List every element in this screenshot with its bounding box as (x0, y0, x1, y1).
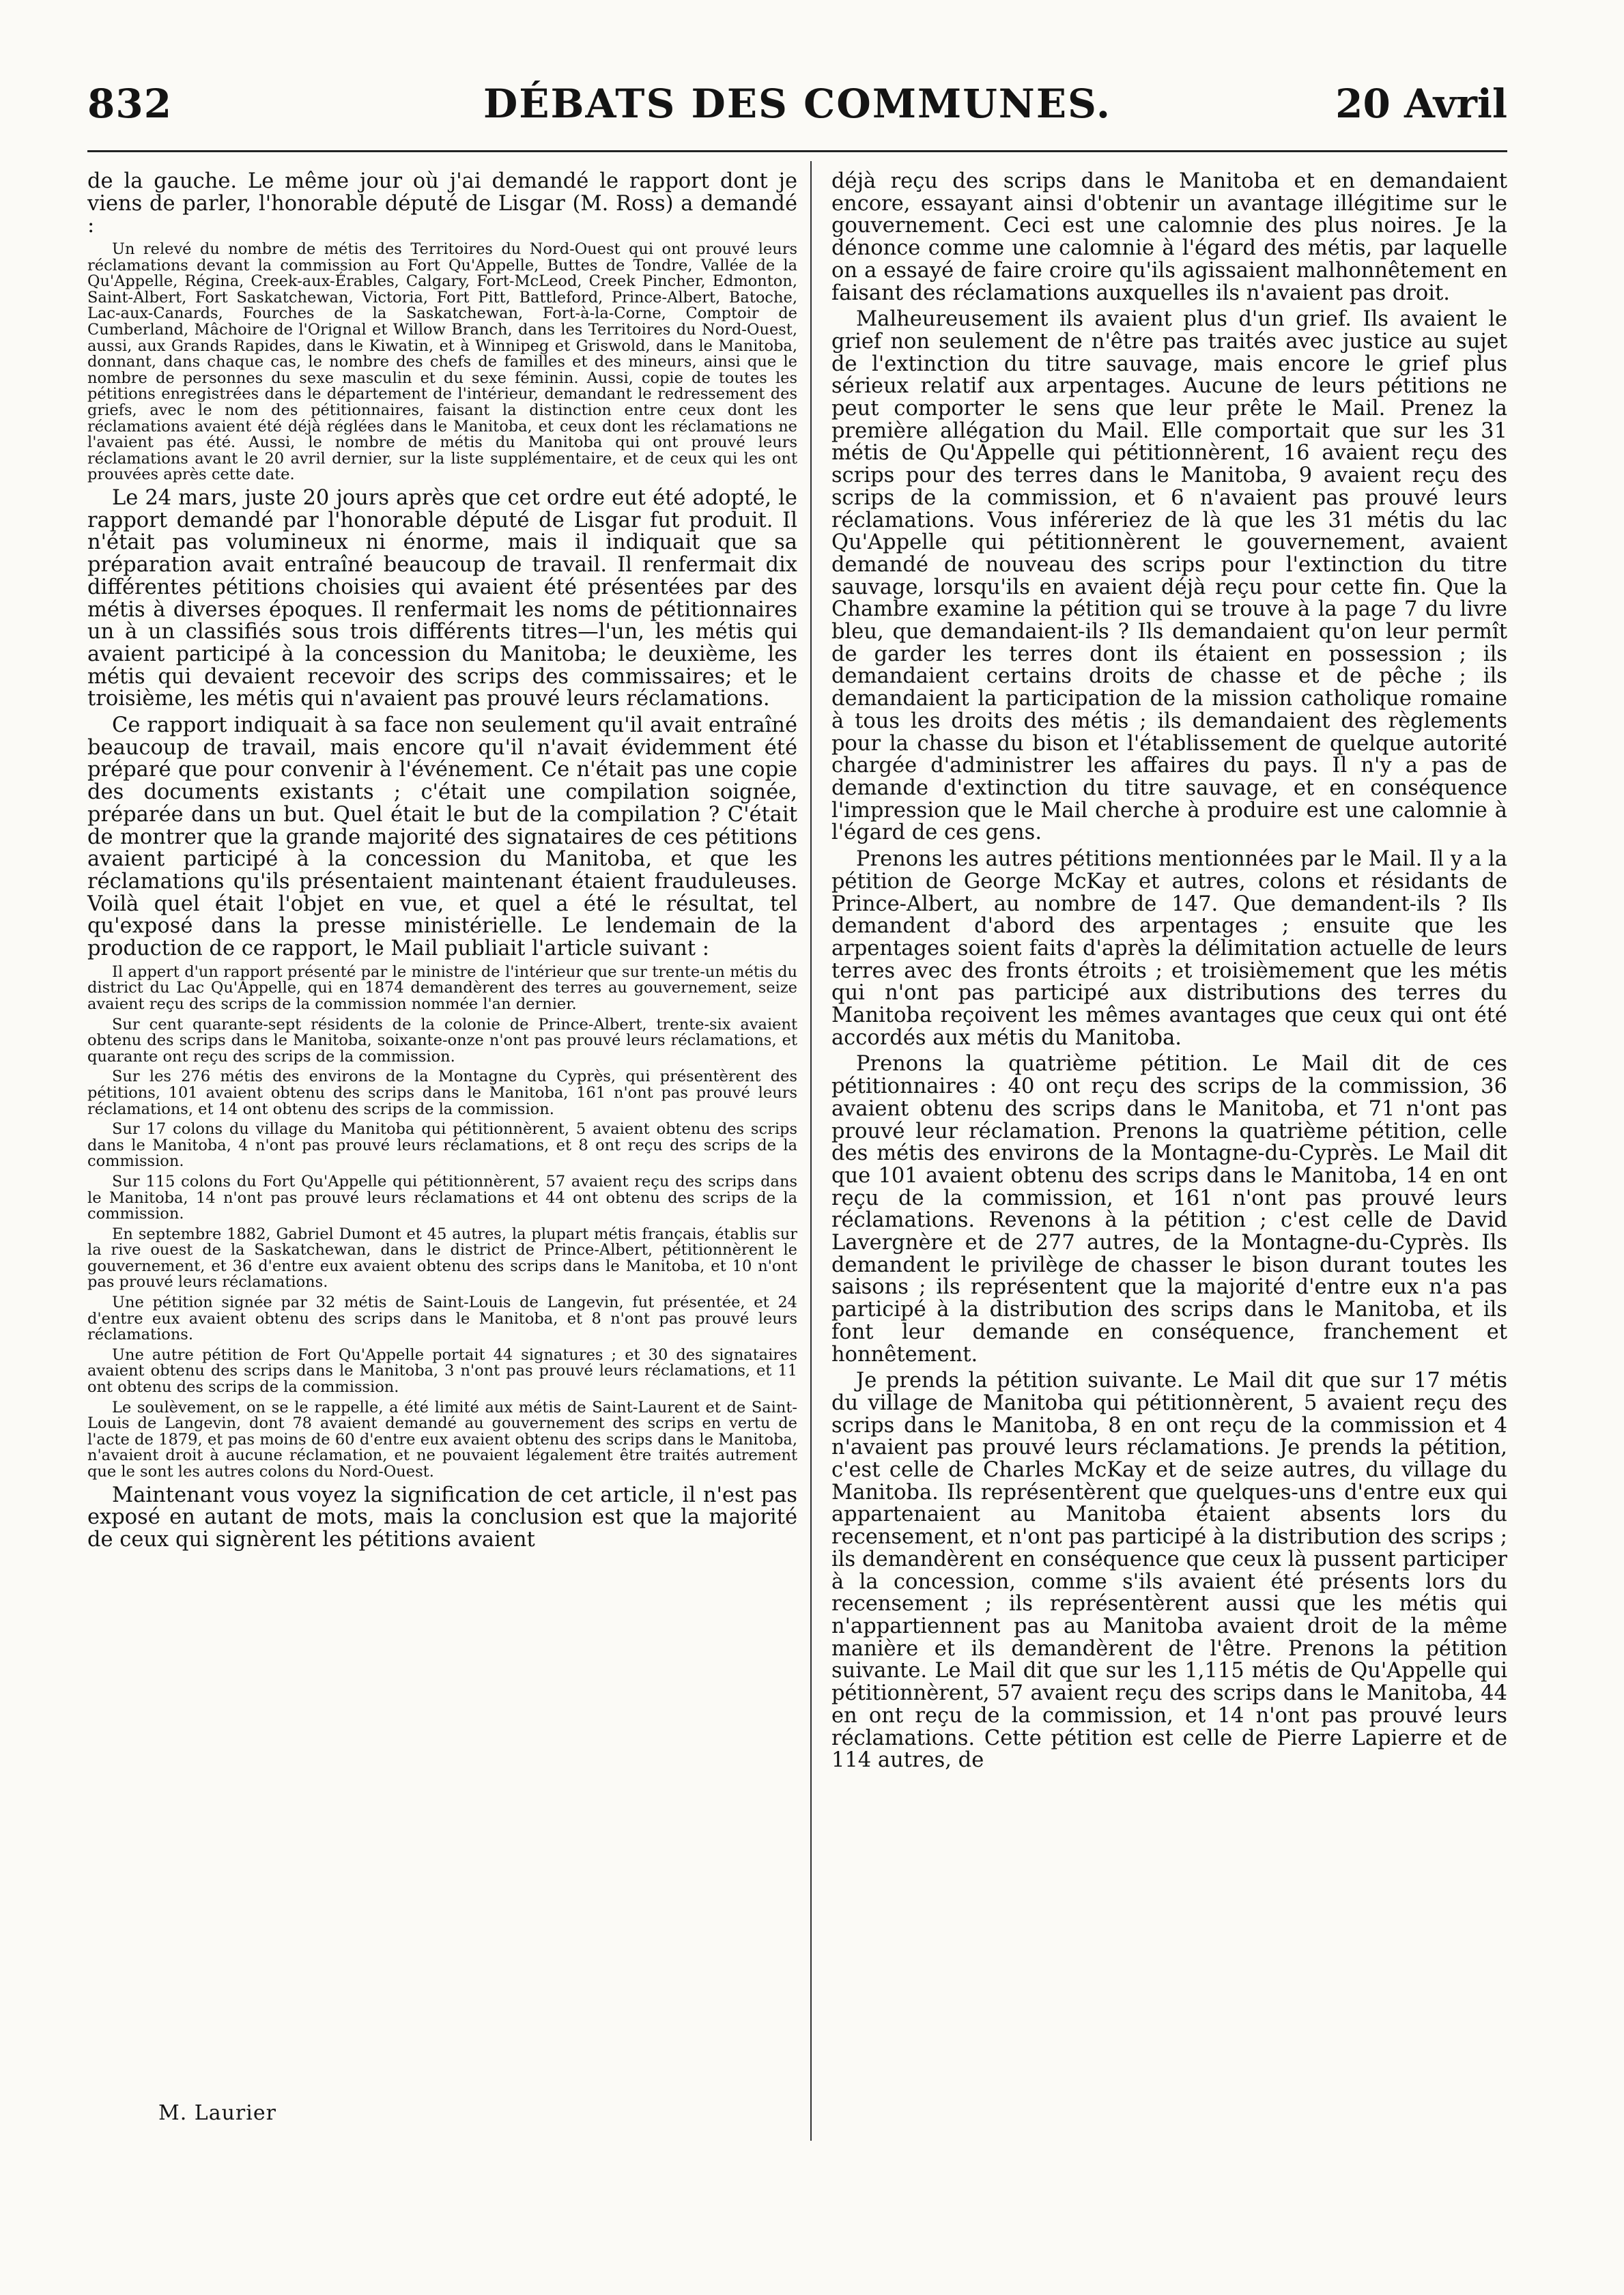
right-paragraph-3: Prenons les autres pétitions mentionnées par le Mail. Il y a la pétition de George McKay et autres, colons et résidants de Prince-Albert, au nombre de 147. Que demandent-ils ? Ils demandent d'abord des arpentages ; ensuite que les arpentages soient faits d'après la délimitation actuelle de leurs terres avec des fronts étroits ; et troisièmement que les métis qui n'ont pas participé aux distributions des terres du Manitoba reçoivent les mêmes avantages que ceux qui ont été accordés aux métis du Manitoba. (831, 847, 1507, 1050)
header-rule (87, 150, 1507, 152)
left-quote-4: Sur les 276 métis des environs de la Montagne du Cyprès, qui présentèrent des pétitions, 101 avaient obtenu des scrips dans le Manitoba, 161 n'ont pas prouvé leurs réclamations, et 14 ont obtenu des scrips de la commission. (87, 1068, 797, 1118)
left-paragraph-2: Le 24 mars, juste 20 jours après que cet ordre eut été adopté, le rapport demandé par l'honorable député de Lisgar fut produit. Il n'était pas volumineux ni énorme, mais il indiquait que sa préparation avait entraîné beaucoup de travail. Il renfermait dix différentes pétitions choisies qui avaient été présentées par des métis à diverses époques. Il renfermait les noms de pétitionnaires un à un classifiés sous trois différents titres—l'un, les métis qui avaient participé à la concession du Manitoba; le deuxième, les métis qui devaient recevoir des scrips des commissaires; et le troisième, les métis qui n'avaient pas prouvé leurs réclamations. (87, 486, 797, 711)
right-column (831, 171, 1507, 1776)
left-quote-6: Sur 115 colons du Fort Qu'Appelle qui pétitionnèrent, 57 avaient reçu des scrips dans le Manitoba, 14 n'ont pas prouvé leurs réclamations et 44 ont obtenu des scrips de la commission. (87, 1172, 797, 1223)
left-paragraph-4: Maintenant vous voyez la signification de cet article, il n'est pas exposé en autant de mots, mais la conclusion est que la majorité de ceux qui signèrent les pétitions avaient (87, 1483, 797, 1552)
left-paragraph-3: Ce rapport indiquait à sa face non seulement qu'il avait entraîné beaucoup de travail, mais encore qu'il n'avait évidemment été préparé que pour convenir à l'événement. Ce n'était pas une copie des documents existants ; c'était une compilation soignée, préparée dans un but. Quel était le but de la compilation ? C'était de montrer que la grande majorité des signataires de ces pétitions avaient participé à la concession du Manitoba, et que les réclamations qu'ils présentaient maintenant étaient frauduleuses. Voilà quel était l'objet en vue, et quel a été le résultat, tel qu'exposé dans la presse ministérielle. Le lendemain de la production de ce rapport, le Mail publiait l'article suivant : (87, 713, 797, 961)
left-quote-3: Sur cent quarante-sept résidents de la colonie de Prince-Albert, trente-six avaient obtenu des scrips dans le Manitoba, soixante-onze n'ont pas prouvé leurs réclamations, et quarante ont reçu des scrips de la commission. (87, 1015, 797, 1066)
column-divider (810, 161, 812, 2141)
left-quote-2: Il appert d'un rapport présenté par le ministre de l'intérieur que sur trente-un métis du district du Lac Qu'Appelle, qui en 1874 demandèrent des terres au gouvernement, seize avaient reçu des scrips de la commission nommée l'an dernier. (87, 963, 797, 1013)
right-paragraph-5: Je prends la pétition suivante. Le Mail dit que sur 17 métis du village de Manitoba qui pétitionnèrent, 5 avaient reçu des scrips dans le Manitoba, 8 en ont reçu de la commission et 4 n'avaient pas prouvé leurs réclamations. Je prends la pétition, c'est celle de Charles McKay et de seize autres, du village du Manitoba. Ils représentèrent que quelques-uns d'entre eux qui appartenaient au Manitoba étaient absents lors du recensement, et n'ont pas participé à la distribution des scrips ; ils demandèrent en conséquence que ceux là pussent participer à la concession, comme s'ils avaient été présents lors du recensement ; ils représentèrent aussi que les métis qui n'appartiennent pas au Manitoba avaient droit de la même manière et ils demandèrent de l'être. Prenons la pétition suivante. Le Mail dit que sur les 1,115 métis de Qu'Appelle qui pétitionnèrent, 57 avaient reçu des scrips dans le Manitoba, 44 en ont reçu de la commission, et 14 n'ont pas prouvé leurs réclamations. Cette pétition est celle de Pierre Lapierre et de 114 autres, de (831, 1369, 1507, 1773)
right-paragraph-4: Prenons la quatrième pétition. Le Mail dit de ces pétitionnaires : 40 ont reçu des scrips de la commission, 36 avaient obtenu des scrips dans le Manitoba, et 71 n'ont pas prouvé leur réclamation. Prenons la quatrième pétition, celle des métis des environs de la Montagne-du-Cyprès. Le Mail dit que 101 avaient obtenu des scrips dans le Manitoba, 14 en ont reçu de la commission, et 161 n'ont pas prouvé leurs réclamations. Revenons à la pétition ; c'est celle de David Lavergnère et de 277 autres, de la Montagne-du-Cyprès. Ils demandent le privilège de chasser le bison durant toutes les saisons ; ils représentent que la majorité d'entre eux n'a pas participé à la distribution des scrips dans le Manitoba, et ils font leur demande en conséquence, franchement et honnêtement. (831, 1052, 1507, 1367)
left-quote-1: Un relevé du nombre de métis des Territoires du Nord-Ouest qui ont prouvé leurs réclamations devant la commission au Fort Qu'Appelle, Buttes de Tondre, Vallée de la Qu'Appelle, Régina, Creek-aux-Érables, Calgary, Fort-McLeod, Creek Pincher, Edmonton, Saint-Albert, Fort Saskatchewan, Victoria, Fort Pitt, Battleford, Prince-Albert, Batoche, Lac-aux-Canards, Fourches de la Saskatchewan, Fort-à-la-Corne, Comptoir de Cumberland, Mâchoire de l'Orignal et Willow Branch, dans les Territoires du Nord-Ouest, aussi, aux Grands Rapides, dans le Kiwatin, et à Winnipeg et Griswold, dans le Manitoba, donnant, dans chaque cas, le nombre des chefs de familles et des mineurs, ainsi que le nombre de personnes du sexe masculin et du sexe féminin. Aussi, copie de toutes les pétitions enregistrées dans le département de l'intérieur, demandant le redressement des griefs, avec le nom des pétitionnaires, faisant la distinction entre ceux dont les réclamations avaient été déjà réglées dans le Manitoba, et ceux dont les réclamations ne l'avaient pas été. Aussi, le nombre de métis du Manitoba qui ont prouvé leurs réclamations avant le 20 avril dernier, sur la liste supplémentaire, et de ceux qui les ont prouvées après cette date. (87, 240, 797, 484)
left-column (87, 171, 797, 1556)
left-quote-7: En septembre 1882, Gabriel Dumont et 45 autres, la plupart métis français, établis sur la rive ouest de la Saskatchewan, dans le district de Prince-Albert, pétitionnèrent le gouvernement, et 36 d'entre eux avaient obtenu des scrips dans le Manitoba, et 10 n'ont pas prouvé leurs réclamations. (87, 1225, 797, 1292)
speaker-footer: M. Laurier (158, 2101, 276, 2125)
page-number: 832 (87, 81, 173, 127)
page-header (87, 81, 1507, 142)
page-title: DÉBATS DES COMMUNES. (483, 81, 1112, 127)
left-quote-5: Sur 17 colons du village du Manitoba qui pétitionnèrent, 5 avaient obtenu des scrips dans le Manitoba, 4 n'ont pas prouvé leurs réclamations, et 8 ont reçu des scrips de la commission. (87, 1120, 797, 1171)
left-quote-8: Une pétition signée par 32 métis de Saint-Louis de Langevin, fut présentée, et 24 d'entre eux avaient obtenu des scrips dans le Manitoba, et 8 n'ont pas prouvé leurs réclamations. (87, 1294, 797, 1344)
right-paragraph-1: déjà reçu des scrips dans le Manitoba et en demandaient encore, essayant ainsi d'obtenir un avantage illégitime sur le gouvernement. Ceci est une calomnie des plus noires. Je la dénonce comme une calomnie à l'égard des métis, par laquelle on a essayé de faire croire qu'ils agissaient malhonnêtement en faisant des réclamations auxquelles ils n'avaient pas droit. (831, 169, 1507, 305)
left-quote-9: Une autre pétition de Fort Qu'Appelle portait 44 signatures ; et 30 des signataires avaient obtenu des scrips dans le Manitoba, 3 n'ont pas prouvé leurs réclamations, et 11 ont obtenu des scrips de la commission. (87, 1345, 797, 1397)
page-date: 20 Avril (1335, 81, 1507, 127)
right-paragraph-2: Malheureusement ils avaient plus d'un grief. Ils avaient le grief non seulement de n'être pas traités avec justice au sujet de l'extinction du titre sauvage, mais encore le grief plus sérieux relatif aux arpentages. Aucune de leurs pétitions ne peut comporter le sens que leur prête le Mail. Prenez la première allégation du Mail. Elle comportait que sur les 31 métis de Qu'Appelle qui pétitionnèrent, 16 avaient reçu des scrips pour des terres dans le Manitoba, 9 avaient reçu des scrips de la commission, et 6 n'avaient pas prouvé leurs réclamations. Vous inféreriez de là que les 31 métis du lac Qu'Appelle qui pétitionnèrent le gouvernement, avaient demandé de nouveau des scrips pour l'extinction du titre sauvage, lorsqu'ils en avaient déjà reçu pour cette fin. Que la Chambre examine la pétition qui se trouve à la page 7 du livre bleu, que demandaient-ils ? Ils demandaient qu'on leur permît de garder les terres dont ils étaient en possession ; ils demandaient certains droits de chasse et de pêche ; ils demandaient la participation de la mission catholique romaine à tous les droits des métis ; ils demandaient des règlements pour la chasse du bison et l'établissement de quelque autorité chargée d'administrer les affaires du pays. Il n'y a pas de demande d'extinction du titre sauvage, et en conséquence l'impression que le Mail cherche à produire est une calomnie à l'égard de ces gens. (831, 307, 1507, 845)
left-quote-10: Le soulèvement, on se le rappelle, a été limité aux métis de Saint-Laurent et de Saint-Louis de Langevin, dont 78 avaient demandé au gouvernement des scrips en vertu de l'acte de 1879, et pas moins de 60 d'entre eux avaient obtenu des scrips dans le Manitoba, n'avaient droit à aucune réclamation, et ne pouvaient légalement être traités autrement que le sont les autres colons du Nord-Ouest. (87, 1398, 797, 1481)
left-paragraph-1: de la gauche. Le même jour où j'ai demandé le rapport dont je viens de parler, l'honorable député de Lisgar (M. Ross) a demandé : (87, 169, 797, 238)
